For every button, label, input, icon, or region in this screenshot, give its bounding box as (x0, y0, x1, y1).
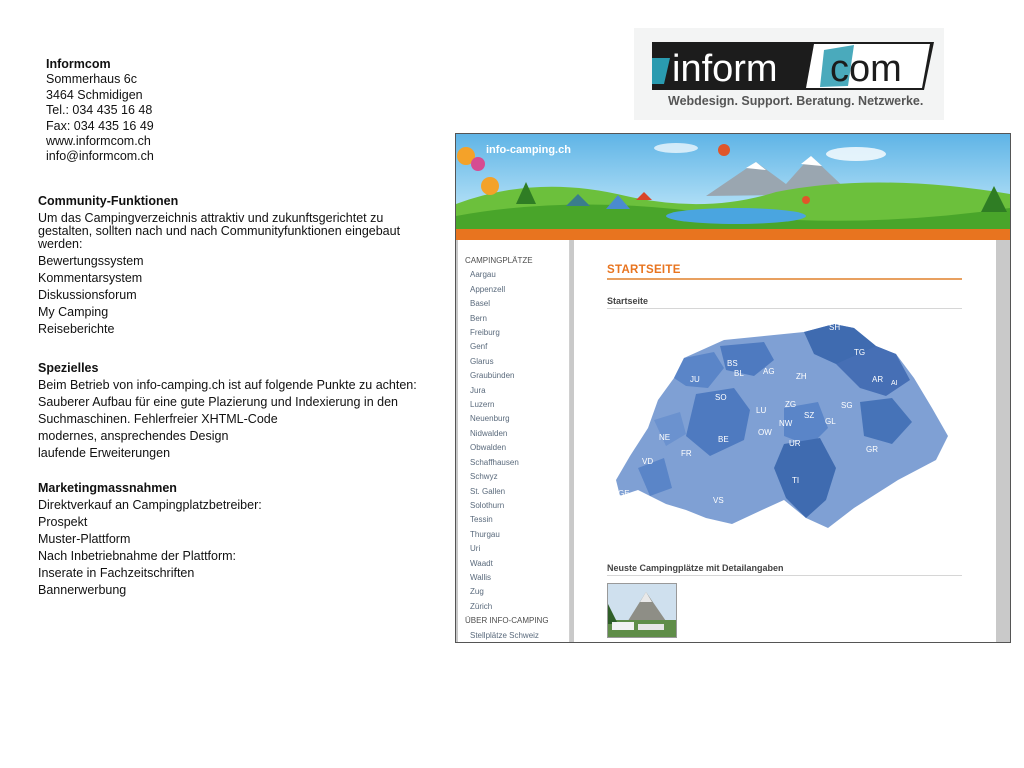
map-label: BL (734, 369, 744, 378)
page-title: STARTSEITE (607, 264, 681, 276)
sidebar-item-tessin[interactable]: Tessin (470, 515, 493, 525)
section-title: Startseite (607, 296, 649, 306)
marketing-item: Nach Inbetriebnahme der Plattform: (38, 549, 237, 563)
sidebar-item-uri[interactable]: Uri (470, 544, 481, 554)
map-label: SO (715, 393, 727, 402)
sidebar-item-graubuenden[interactable]: Graubünden (470, 371, 515, 381)
site-banner (456, 134, 1010, 229)
sidebar-item-glarus[interactable]: Glarus (470, 356, 494, 366)
sidebar-item-solothurn[interactable]: Solothurn (470, 500, 505, 510)
map-label: SG (841, 401, 853, 410)
map-label: GL (825, 417, 836, 426)
map-label: UR (789, 439, 801, 448)
sidebar-item-genf[interactable]: Genf (470, 342, 488, 352)
logo-word-com: com (830, 48, 902, 90)
map-label: AG (763, 367, 775, 376)
informcom-logo (634, 28, 944, 120)
marketing-item: Bannerwerbung (38, 583, 127, 597)
sidebar-item-jura[interactable]: Jura (470, 385, 486, 395)
email-link[interactable]: info@informcom.ch (46, 149, 154, 164)
sidebar-item-neuenburg[interactable]: Neuenburg (470, 414, 510, 424)
sidebar-item-stellplaetze[interactable]: Stellplätze Schweiz (470, 630, 539, 640)
contact-block (46, 57, 154, 165)
community-item: Bewertungssystem (38, 254, 144, 268)
phone: Tel.: 034 435 16 48 (46, 103, 153, 118)
map-label: JU (690, 375, 700, 384)
marketing-item: Direktverkauf an Campingplatzbetreiber: (38, 498, 262, 512)
map-label: GR (866, 445, 878, 454)
section-community (38, 193, 438, 338)
sidebar-item-appenzell[interactable]: Appenzell (470, 284, 506, 294)
sidebar-heading-campingplaetze: CAMPINGPLÄTZE (465, 256, 533, 265)
newest-title: Neuste Campingplätze mit Detailangaben (607, 563, 784, 573)
title-rule (607, 278, 962, 280)
sidebar-item-luzern[interactable]: Luzern (470, 400, 495, 410)
switzerland-map[interactable] (614, 318, 949, 528)
map-label: NE (659, 433, 671, 442)
community-heading: Community-Funktionen (38, 194, 179, 208)
map-label: AR (872, 375, 884, 384)
community-item: Kommentarsystem (38, 271, 143, 285)
logo-tagline: Webdesign. Support. Beratung. Netzwerke. (668, 94, 924, 108)
logo-word-inform: inform (672, 48, 778, 90)
spezielles-item: laufende Erweiterungen (38, 446, 171, 460)
community-intro: Um das Campingverzeichnis attraktiv und zukunftsgerichtet zu gestalten, sollten nach und nach Communityfunktionen eingebaut werden: (38, 211, 401, 251)
sidebar-item-basel[interactable]: Basel (470, 299, 491, 309)
sidebar-item-zuerich[interactable]: Zürich (470, 601, 493, 611)
community-item: Reiseberichte (38, 322, 115, 336)
map-label: AI (891, 380, 898, 387)
map-label: ZG (785, 400, 797, 409)
map-label: SH (829, 323, 841, 332)
map-label: OW (758, 428, 772, 437)
map-label: BE (718, 435, 729, 444)
marketing-item: Inserate in Fachzeitschriften (38, 566, 195, 580)
site-sidebar (458, 240, 570, 642)
website-screenshot (455, 133, 1011, 643)
map-label: LU (756, 406, 767, 415)
sidebar-item-st-gallen[interactable]: St. Gallen (470, 486, 506, 496)
marketing-item: Muster-Plattform (38, 532, 131, 546)
marketing-item: Prospekt (38, 515, 88, 529)
map-label: NW (779, 419, 793, 428)
sidebar-item-nidwalden[interactable]: Nidwalden (470, 428, 508, 438)
sidebar-item-schwyz[interactable]: Schwyz (470, 472, 498, 482)
site-content (574, 240, 996, 642)
sidebar-item-freiburg[interactable]: Freiburg (470, 328, 500, 338)
company-name: Informcom (46, 57, 111, 71)
sidebar-item-schaffhausen[interactable]: Schaffhausen (470, 457, 519, 467)
section-rule (607, 308, 962, 309)
community-item: Diskussionsforum (38, 288, 137, 302)
map-label: VS (713, 496, 724, 505)
section-spezielles (38, 360, 438, 462)
section-marketing (38, 480, 438, 599)
map-label: TI (792, 476, 800, 485)
sidebar-item-zug[interactable]: Zug (470, 587, 484, 597)
sidebar-heading-ueber: ÜBER INFO-CAMPING (465, 616, 549, 626)
sidebar-item-obwalden[interactable]: Obwalden (470, 443, 507, 453)
sidebar-item-bern[interactable]: Bern (470, 313, 487, 323)
sidebar-item-thurgau[interactable]: Thurgau (470, 529, 500, 539)
street: Sommerhaus 6c (46, 72, 138, 87)
spezielles-item: modernes, ansprechendes Design (38, 429, 229, 443)
newest-rule (607, 575, 962, 576)
spezielles-intro: Beim Betrieb von info-camping.ch ist auf folgende Punkte zu achten: (38, 378, 417, 392)
map-label: GE (618, 489, 630, 498)
site-banner-title: info-camping.ch (486, 144, 571, 156)
map-label: FR (681, 449, 692, 458)
sidebar-item-waadt[interactable]: Waadt (470, 558, 493, 568)
map-label: BS (727, 359, 738, 368)
marketing-heading: Marketingmassnahmen (38, 481, 177, 495)
fax: Fax: 034 435 16 49 (46, 118, 154, 133)
map-label: TG (854, 348, 866, 357)
city: 3464 Schmidigen (46, 87, 143, 102)
map-label: ZH (796, 372, 807, 381)
spezielles-item: Sauberer Aufbau für eine gute Plazierung und Indexierung in den Suchmaschinen. Fehlerfreier XHTML-Code (38, 395, 398, 426)
spezielles-heading: Spezielles (38, 361, 99, 375)
sidebar-item-wallis[interactable]: Wallis (470, 572, 492, 582)
map-label: VD (642, 457, 654, 466)
community-item: My Camping (38, 305, 109, 319)
map-label: SZ (804, 411, 815, 420)
website-link[interactable]: www.informcom.ch (46, 134, 151, 149)
orange-bar (456, 229, 1010, 240)
camping-thumbnail[interactable] (607, 583, 677, 638)
sidebar-item-aargau[interactable]: Aargau (470, 270, 496, 280)
